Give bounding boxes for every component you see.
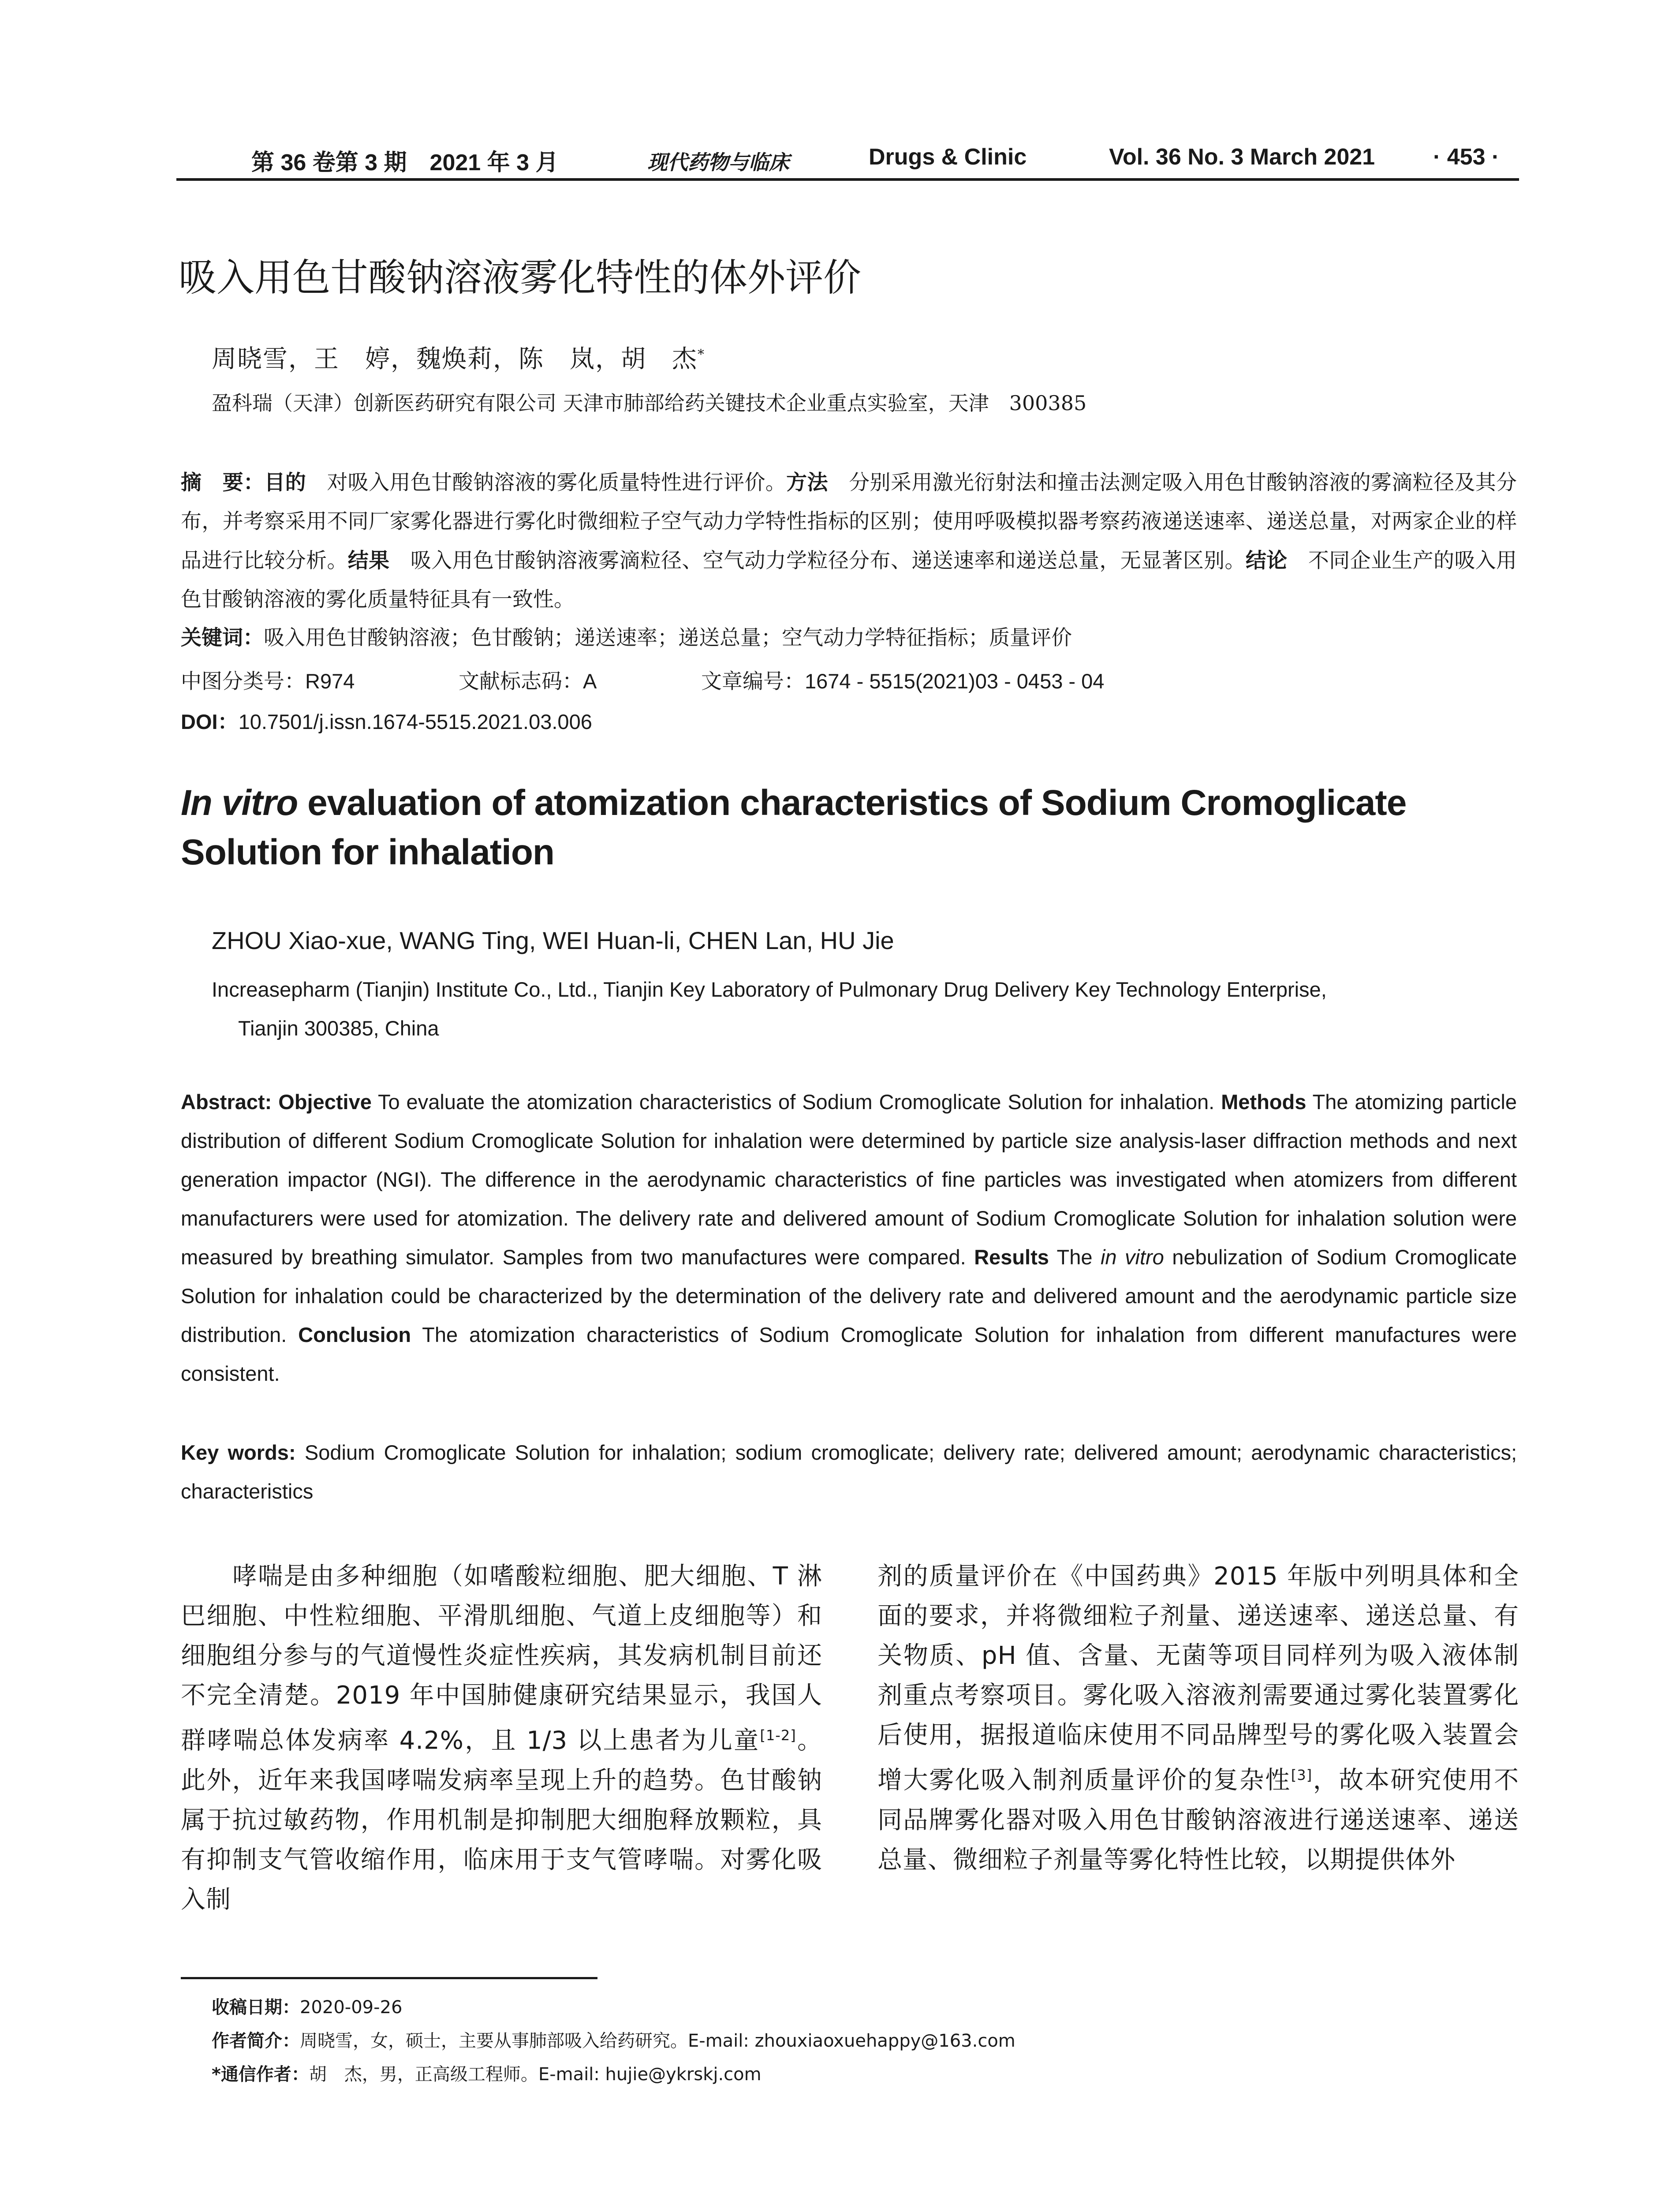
objective-text-cn: 对吸入用色甘酸钠溶液的雾化质量特性进行评价。 <box>306 471 787 495</box>
results-text-cn: 吸入用色甘酸钠溶液雾滴粒径、空气动力学粒径分布、递送速率和递送总量，无显著区别。 <box>389 549 1246 573</box>
keywords-cn-text: 吸入用色甘酸钠溶液；色甘酸钠；递送速率；递送总量；空气动力学特征指标；质量评价 <box>264 626 1072 650</box>
header-rule <box>176 178 1519 181</box>
methods-text-cn: 分别采用激光衍射法和撞击法测定吸入用色甘酸钠溶液的雾滴粒径及其分布，并考察采用不同厂家雾化器进行雾化时微细粒子空气动力学特性指标的区别；使用呼吸模拟器考察药液递送速率、递送总量，对两家企业的样品进行比较分析。 <box>181 471 1517 573</box>
header-page-number: · 453 · <box>1433 144 1500 170</box>
abstract-cn <box>181 463 1517 619</box>
abstract-en-label: Abstract: <box>181 1090 272 1114</box>
article-number-label: 文章编号： <box>701 669 805 693</box>
keywords-cn-label: 关键词： <box>181 626 264 649</box>
doc-code-label: 文献标志码： <box>459 669 583 693</box>
footnote-corresponding <box>212 2060 762 2085</box>
results-italic-en: in vitro <box>1100 1245 1164 1269</box>
received-date: 2020-09-26 <box>300 1997 403 2018</box>
header-journal-en: Drugs & Clinic <box>869 144 1027 170</box>
article-number-value: 1674 - 5515(2021)03 - 0453 - 04 <box>805 669 1105 693</box>
affiliation-en-line1: Increasepharm (Tianjin) Institute Co., Ltd., Tianjin Key Laboratory of Pulmonary Drug Delivery Key Technology Enterprise, <box>212 978 1327 1001</box>
body-right-text-b: ，故本研究使用不同品牌雾化器对吸入用色甘酸钠溶液进行递送速率、递送总量、微细粒子剂量等雾化特性比较，以期提供体外 <box>877 1766 1519 1874</box>
corresponding-mark: * <box>698 347 705 363</box>
corresponding-text: 胡 杰，男，正高级工程师。E-mail: hujie@ykrskj.com <box>309 2064 762 2085</box>
authors-cn <box>212 340 705 375</box>
classification-line <box>181 665 355 695</box>
paper-title-en-rest: evaluation of atomization characteristics of Sodium Cromoglicate Solution for inhalation <box>181 783 1407 872</box>
article-number <box>701 665 1104 695</box>
objective-text-en: To evaluate the atomization characteristics of Sodium Cromoglicate Solution for inhalation. <box>371 1090 1215 1114</box>
header-journal-cn: 现代药物与临床 <box>647 151 789 174</box>
results-label-cn: 结果 <box>347 549 390 572</box>
doc-code <box>459 665 597 695</box>
body-right-text-a: 剂的质量评价在《中国药典》2015 年版中列明具体和全面的要求，并将微细粒子剂量、递送速率、递送总量、有关物质、pH 值、含量、无菌等项目同样列为吸入液体制剂重点考察项目。雾化吸入溶液剂需要通过雾化装置雾化后使用，据报道临床使用不同品牌型号的雾化吸入装置会增大雾化吸入制剂质量评价的复杂性 <box>877 1562 1519 1795</box>
affiliation-cn: 盈科瑞（天津）创新医药研究有限公司 天津市肺部给药关键技术企业重点实验室，天津 300385 <box>212 391 1087 415</box>
paper-title-cn: 吸入用色甘酸钠溶液雾化特性的体外评价 <box>179 256 861 300</box>
author-bio-text: 周晓雪，女，硕士，主要从事肺部吸入给药研究。E-mail: zhouxiaoxuehappy@163.com <box>300 2031 1015 2051</box>
footnote-author-bio <box>212 2027 1015 2052</box>
affiliation-en-line2: Tianjin 300385, China <box>238 1017 439 1040</box>
methods-label-en: Methods <box>1221 1090 1307 1114</box>
author-bio-label: 作者简介： <box>212 2031 300 2051</box>
affiliation-en <box>212 970 1517 1048</box>
abstract-en <box>181 1083 1517 1393</box>
keywords-cn <box>181 618 1517 658</box>
footnote-received <box>212 1993 402 2018</box>
keywords-en-label: Key words: <box>181 1441 296 1464</box>
results-pre-en: The <box>1049 1245 1101 1269</box>
corresponding-label: *通信作者： <box>212 2064 309 2085</box>
clc-label: 中图分类号： <box>181 669 305 693</box>
clc-value: R974 <box>305 669 355 693</box>
conclusion-text-cn: 不同企业生产的吸入用色甘酸钠溶液的雾化质量特征具有一致性。 <box>181 549 1517 612</box>
results-label-en: Results <box>974 1245 1049 1269</box>
objective-label-cn: 目的 <box>264 471 306 494</box>
doi-line <box>181 706 592 735</box>
authors-cn-names: 周晓雪，王 婷，魏焕莉，陈 岚，胡 杰 <box>212 345 698 374</box>
body-left-text-b: 。此外，近年来我国哮喘发病率呈现上升的趋势。色甘酸钠属于抗过敏药物，作用机制是抑制肥大细胞释放颗粒，具有抑制支气管收缩作用，临床用于支气管哮喘。对雾化吸入制 <box>181 1726 823 1914</box>
body-left-text-a: 哮喘是由多种细胞（如嗜酸粒细胞、肥大细胞、T 淋巴细胞、中性粒细胞、平滑肌细胞、气道上皮细胞等）和细胞组分参与的气道慢性炎症性疾病，其发病机制目前还不完全清楚。2019 年中国肺健康研究结果显示，我国人群哮喘总体发病率 4.2%，且 1/3 以上患者为儿童 <box>181 1562 822 1755</box>
keywords-en <box>181 1433 1517 1511</box>
conclusion-label-cn: 结论 <box>1245 549 1288 572</box>
objective-label-en: Objective <box>278 1090 372 1114</box>
header-issue-en: Vol. 36 No. 3 March 2021 <box>1109 144 1375 170</box>
body-column-right <box>877 1557 1519 1880</box>
footnote-rule <box>181 1977 597 1979</box>
keywords-en-text: Sodium Cromoglicate Solution for inhalation; sodium cromoglicate; delivery rate; delivered amount; aerodynamic characteristics; characteristics <box>181 1441 1517 1503</box>
header-issue-cn: 第 36 卷第 3 期 2021 年 3 月 <box>251 150 559 176</box>
abstract-cn-label: 摘 要： <box>181 471 265 494</box>
citation-ref-1-2: [1-2] <box>760 1727 796 1744</box>
body-column-left <box>181 1557 822 1920</box>
paper-title-en-italic: In vitro <box>181 783 298 823</box>
citation-ref-3: [3] <box>1291 1767 1313 1783</box>
methods-label-cn: 方法 <box>786 471 828 494</box>
authors-en: ZHOU Xiao-xue, WANG Ting, WEI Huan-li, CHEN Lan, HU Jie <box>212 927 894 954</box>
results-text-en: nebulization of Sodium Cromoglicate Solution for inhalation could be characterized by the determination of the delivery rate and delivered amount and the aerodynamic particle size distribution. <box>181 1245 1517 1346</box>
doi-label: DOI： <box>181 710 239 733</box>
paper-title-en <box>181 778 1521 877</box>
conclusion-text-en: The atomization characteristics of Sodium Cromoglicate Solution for inhalation from different manufactures were consistent. <box>181 1323 1517 1385</box>
methods-text-en: The atomizing particle distribution of different Sodium Cromoglicate Solution for inhalation were determined by particle size analysis-laser diffraction methods and next generation impactor (NGI). The difference in the aerodynamic characteristics of fine particles was investigated when atomizers from different manufacturers were used for atomization. The delivery rate and delivered amount of Sodium Cromoglicate Solution for inhalation solution were measured by breathing simulator. Samples from two manufactures were compared. <box>181 1090 1517 1269</box>
conclusion-label-en: Conclusion <box>298 1323 411 1346</box>
doi-value: 10.7501/j.issn.1674-5515.2021.03.006 <box>238 710 592 733</box>
doc-code-value: A <box>583 669 597 693</box>
received-label: 收稿日期： <box>212 1997 300 2018</box>
